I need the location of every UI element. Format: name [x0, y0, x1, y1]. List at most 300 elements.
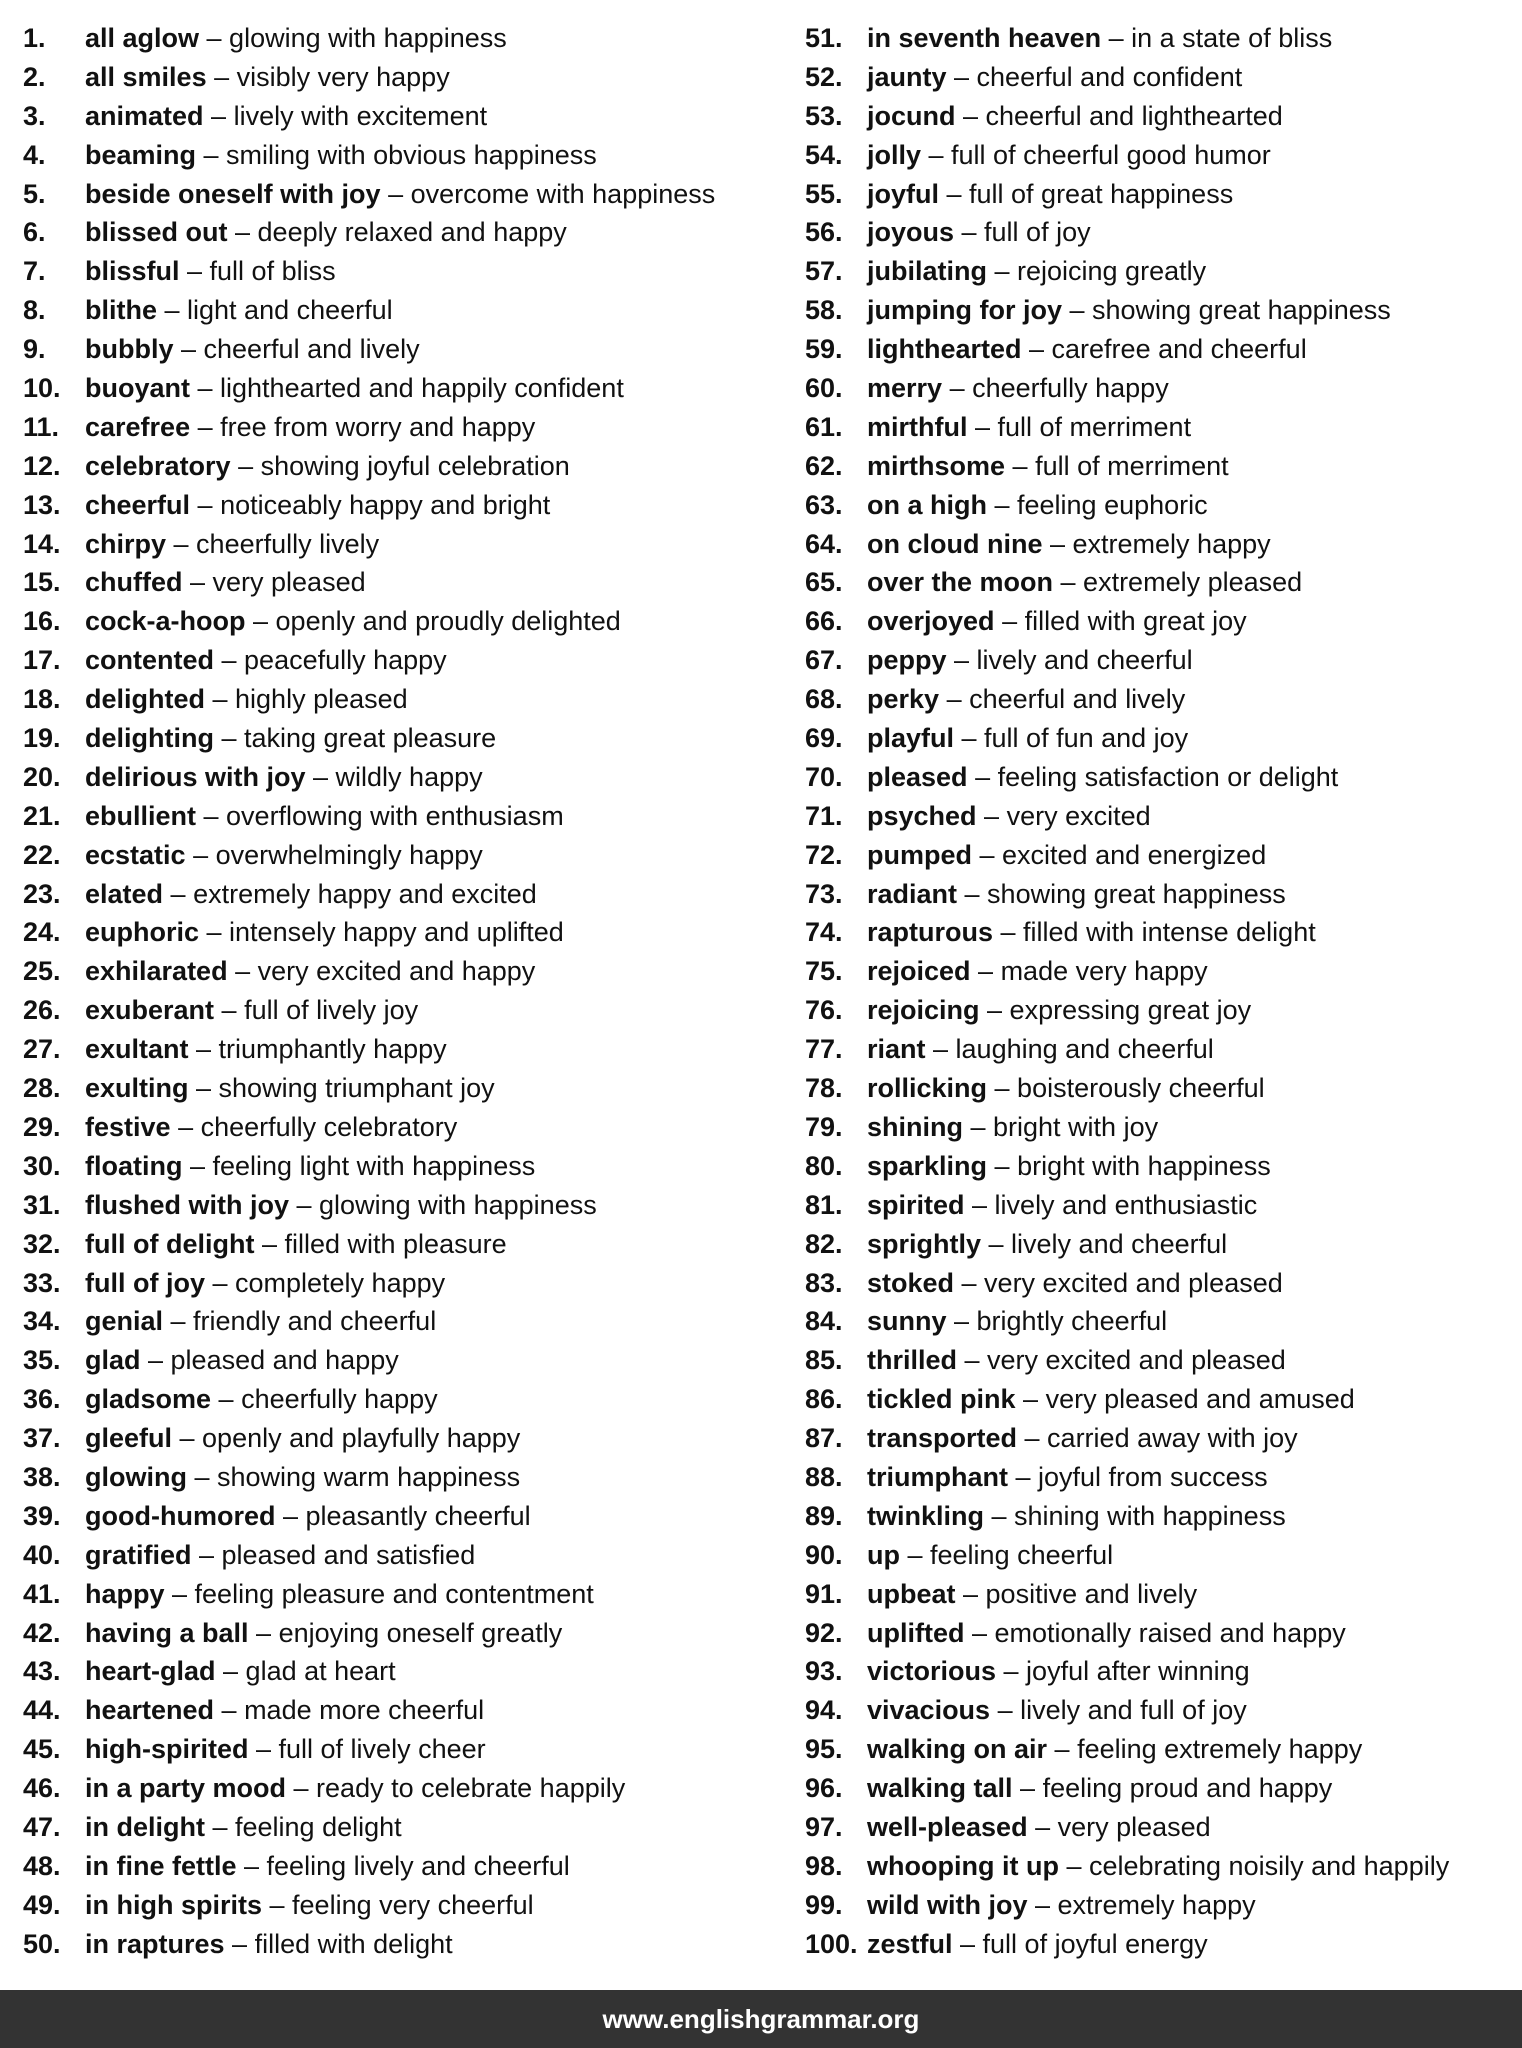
- item-text: [867, 1730, 1362, 1769]
- item-text: [85, 1264, 445, 1303]
- list-item: [805, 1419, 1520, 1458]
- item-text: [85, 408, 535, 447]
- item-word: jumping for joy: [867, 295, 1062, 326]
- item-word: well-pleased: [867, 1811, 1028, 1842]
- item-definition: – cheerful and lively: [173, 334, 420, 365]
- list-item: [805, 291, 1520, 330]
- item-definition: – very excited and pleased: [957, 1345, 1286, 1376]
- list-item: [805, 991, 1520, 1030]
- list-item: [23, 136, 783, 175]
- item-text: [85, 1497, 531, 1536]
- list-item: [805, 486, 1520, 525]
- item-text: [85, 1886, 534, 1925]
- item-text: [867, 369, 1169, 408]
- item-text: [867, 136, 1271, 175]
- item-number: 66.: [805, 606, 843, 637]
- item-definition: – cheerfully happy: [211, 1384, 438, 1415]
- item-definition: – very pleased and amused: [1015, 1384, 1355, 1415]
- item-text: [85, 1691, 484, 1730]
- list-item: [23, 1225, 783, 1264]
- item-text: [867, 1419, 1298, 1458]
- item-definition: – showing triumphant joy: [188, 1073, 495, 1104]
- item-definition: – pleased and happy: [140, 1345, 399, 1376]
- list-item: [805, 369, 1520, 408]
- item-definition: – highly pleased: [205, 684, 408, 715]
- item-text: [85, 1419, 520, 1458]
- item-number: 12.: [23, 450, 61, 481]
- item-definition: – smiling with obvious happiness: [196, 139, 597, 170]
- item-word: joyful: [867, 178, 939, 209]
- item-number: 96.: [805, 1773, 843, 1804]
- item-text: [867, 1147, 1271, 1186]
- item-number: 36.: [23, 1384, 61, 1415]
- item-text: [85, 252, 336, 291]
- item-word: all smiles: [85, 61, 207, 92]
- item-text: [85, 719, 496, 758]
- word-list-column-left: [23, 19, 783, 1964]
- item-number: 26.: [23, 995, 61, 1026]
- item-word: walking tall: [867, 1773, 1013, 1804]
- item-word: festive: [85, 1111, 171, 1142]
- item-definition: – full of merriment: [967, 411, 1192, 442]
- item-definition: – visibly very happy: [206, 61, 450, 92]
- item-number: 67.: [805, 645, 843, 676]
- list-item: [805, 1458, 1520, 1497]
- list-item: [805, 641, 1520, 680]
- item-definition: – positive and lively: [955, 1578, 1198, 1609]
- site-footer: [0, 1990, 1522, 2048]
- item-text: [85, 952, 535, 991]
- item-word: lighthearted: [867, 334, 1022, 365]
- item-text: [85, 486, 550, 525]
- list-item: [805, 1147, 1520, 1186]
- item-definition: – feeling cheerful: [900, 1539, 1114, 1570]
- item-word: exultant: [85, 1034, 189, 1065]
- item-word: gratified: [85, 1539, 192, 1570]
- item-definition: – feeling very cheerful: [262, 1889, 534, 1920]
- item-number: 98.: [805, 1850, 843, 1881]
- item-text: [85, 1225, 507, 1264]
- item-word: buoyant: [85, 373, 190, 404]
- item-number: 84.: [805, 1306, 843, 1337]
- list-item: [805, 1264, 1520, 1303]
- item-number: 22.: [23, 839, 61, 870]
- item-definition: – cheerful and lighthearted: [955, 100, 1283, 131]
- item-text: [85, 836, 483, 875]
- list-item: [805, 1108, 1520, 1147]
- item-definition: – friendly and cheerful: [163, 1306, 437, 1337]
- list-item: [23, 252, 783, 291]
- item-text: [867, 797, 1151, 836]
- item-number: 79.: [805, 1111, 843, 1142]
- item-definition: – taking great pleasure: [213, 723, 497, 754]
- item-word: mirthful: [867, 411, 968, 442]
- item-number: 29.: [23, 1111, 61, 1142]
- item-text: [85, 1458, 520, 1497]
- item-text: [867, 641, 1193, 680]
- item-number: 99.: [805, 1889, 843, 1920]
- item-text: [867, 1652, 1250, 1691]
- list-item: [23, 1147, 783, 1186]
- item-word: animated: [85, 100, 204, 131]
- item-word: tickled pink: [867, 1384, 1016, 1415]
- item-text: [85, 330, 420, 369]
- item-text: [867, 680, 1185, 719]
- item-text: [867, 1030, 1214, 1069]
- item-word: overjoyed: [867, 606, 995, 637]
- item-word: jubilating: [867, 256, 987, 287]
- list-item: [805, 1730, 1520, 1769]
- item-text: [867, 563, 1302, 602]
- list-item: [805, 213, 1520, 252]
- item-number: 39.: [23, 1500, 61, 1531]
- item-word: stoked: [867, 1267, 955, 1298]
- list-item: [23, 369, 783, 408]
- item-number: 56.: [805, 217, 843, 248]
- item-definition: – full of merriment: [1005, 450, 1229, 481]
- item-word: radiant: [867, 878, 958, 909]
- item-number: 46.: [23, 1773, 61, 1804]
- item-definition: – ready to celebrate happily: [286, 1773, 626, 1804]
- item-number: 78.: [805, 1073, 843, 1104]
- item-word: glowing: [85, 1461, 187, 1492]
- item-definition: – lively and enthusiastic: [964, 1189, 1258, 1220]
- item-number: 65.: [805, 567, 843, 598]
- item-definition: – lively and full of joy: [990, 1695, 1247, 1726]
- item-definition: – feeling lively and cheerful: [236, 1850, 570, 1881]
- item-text: [85, 175, 715, 214]
- list-item: [23, 875, 783, 914]
- item-word: celebratory: [85, 450, 231, 481]
- list-item: [805, 1886, 1520, 1925]
- item-definition: – cheerful and lively: [939, 684, 1186, 715]
- item-text: [867, 1341, 1286, 1380]
- item-definition: – rejoicing greatly: [986, 256, 1207, 287]
- item-number: 72.: [805, 839, 843, 870]
- item-definition: – cheerfully happy: [942, 373, 1169, 404]
- item-number: 90.: [805, 1539, 843, 1570]
- list-item: [805, 1575, 1520, 1614]
- item-number: 93.: [805, 1656, 843, 1687]
- item-number: 89.: [805, 1500, 843, 1531]
- item-number: 44.: [23, 1695, 61, 1726]
- item-number: 9.: [23, 334, 46, 365]
- item-definition: – deeply relaxed and happy: [227, 217, 567, 248]
- item-number: 59.: [805, 334, 843, 365]
- item-definition: – full of joy: [954, 217, 1091, 248]
- list-item: [23, 680, 783, 719]
- item-text: [867, 1575, 1197, 1614]
- item-definition: – overcome with happiness: [380, 178, 716, 209]
- item-number: 47.: [23, 1811, 61, 1842]
- item-word: in delight: [85, 1811, 205, 1842]
- item-number: 42.: [23, 1617, 61, 1648]
- item-text: [867, 719, 1188, 758]
- item-word: jolly: [867, 139, 922, 170]
- list-item: [805, 1614, 1520, 1653]
- list-item: [23, 1575, 783, 1614]
- item-text: [867, 525, 1271, 564]
- item-text: [85, 991, 418, 1030]
- item-definition: – feeling delight: [204, 1811, 402, 1842]
- item-definition: – joyful after winning: [996, 1656, 1250, 1687]
- item-definition: – lighthearted and happily confident: [190, 373, 624, 404]
- item-number: 81.: [805, 1189, 843, 1220]
- item-text: [867, 913, 1316, 952]
- item-definition: – triumphantly happy: [188, 1034, 447, 1065]
- item-number: 24.: [23, 917, 61, 948]
- word-list: [0, 19, 1522, 1969]
- item-definition: – bright with happiness: [987, 1150, 1271, 1181]
- item-definition: – very excited and pleased: [954, 1267, 1283, 1298]
- item-word: elated: [85, 878, 164, 909]
- item-text: [867, 486, 1208, 525]
- item-definition: – carefree and cheerful: [1021, 334, 1307, 365]
- item-word: genial: [85, 1306, 164, 1337]
- item-text: [85, 58, 450, 97]
- item-text: [867, 1302, 1167, 1341]
- item-text: [867, 19, 1332, 58]
- word-list-column-right: [805, 19, 1520, 1964]
- list-item: [23, 408, 783, 447]
- item-number: 6.: [23, 217, 46, 248]
- item-definition: – shining with happiness: [984, 1500, 1286, 1531]
- item-definition: – feeling euphoric: [986, 489, 1208, 520]
- item-word: cheerful: [85, 489, 191, 520]
- item-text: [85, 1030, 447, 1069]
- list-item: [23, 1614, 783, 1653]
- item-definition: – free from worry and happy: [190, 411, 536, 442]
- item-definition: – openly and playfully happy: [172, 1423, 521, 1454]
- item-definition: – expressing great joy: [979, 995, 1252, 1026]
- list-item: [23, 447, 783, 486]
- list-item: [805, 330, 1520, 369]
- list-item: [805, 19, 1520, 58]
- item-text: [867, 1225, 1227, 1264]
- item-word: happy: [85, 1578, 165, 1609]
- item-word: ebullient: [85, 800, 197, 831]
- item-text: [867, 58, 1242, 97]
- list-item: [805, 136, 1520, 175]
- item-text: [867, 1536, 1113, 1575]
- item-number: 61.: [805, 411, 843, 442]
- item-word: all aglow: [85, 23, 200, 53]
- item-word: transported: [867, 1423, 1018, 1454]
- item-definition: – very pleased: [182, 567, 366, 598]
- item-number: 55.: [805, 178, 843, 209]
- item-word: vivacious: [867, 1695, 991, 1726]
- list-item: [805, 680, 1520, 719]
- item-number: 54.: [805, 139, 843, 170]
- item-text: [85, 1380, 438, 1419]
- list-item: [805, 1030, 1520, 1069]
- list-item: [23, 641, 783, 680]
- item-definition: – noticeably happy and bright: [190, 489, 551, 520]
- item-word: in seventh heaven: [867, 23, 1102, 53]
- list-item: [23, 1380, 783, 1419]
- list-item: [805, 952, 1520, 991]
- list-item: [23, 1886, 783, 1925]
- list-item: [805, 719, 1520, 758]
- item-definition: – glowing with happiness: [289, 1189, 597, 1220]
- item-word: delirious with joy: [85, 761, 306, 792]
- item-word: exhilarated: [85, 956, 228, 987]
- item-number: 35.: [23, 1345, 61, 1376]
- item-definition: – bright with joy: [963, 1111, 1159, 1142]
- item-word: euphoric: [85, 917, 200, 948]
- item-text: [867, 1108, 1158, 1147]
- item-number: 32.: [23, 1228, 61, 1259]
- item-text: [85, 447, 570, 486]
- list-item: [23, 97, 783, 136]
- list-item: [805, 1847, 1520, 1886]
- item-text: [867, 1808, 1211, 1847]
- item-text: [867, 291, 1391, 330]
- item-definition: – pleasantly cheerful: [275, 1500, 531, 1531]
- list-item: [805, 252, 1520, 291]
- item-definition: – pleased and satisfied: [191, 1539, 476, 1570]
- item-text: [85, 1847, 570, 1886]
- item-word: joyous: [867, 217, 955, 248]
- item-text: [85, 797, 564, 836]
- item-number: 87.: [805, 1423, 843, 1454]
- list-item: [805, 563, 1520, 602]
- item-word: rapturous: [867, 917, 994, 948]
- list-item: [23, 1030, 783, 1069]
- item-word: chirpy: [85, 528, 167, 559]
- item-word: delighting: [85, 723, 214, 754]
- item-word: ecstatic: [85, 839, 186, 870]
- item-definition: – showing great happiness: [957, 878, 1286, 909]
- list-item: [805, 175, 1520, 214]
- item-text: [85, 213, 567, 252]
- item-word: mirthsome: [867, 450, 1006, 481]
- item-word: sparkling: [867, 1150, 988, 1181]
- item-number: 40.: [23, 1539, 61, 1570]
- item-number: 3.: [23, 100, 46, 131]
- item-word: contented: [85, 645, 215, 676]
- item-definition: – glad at heart: [215, 1656, 396, 1687]
- item-text: [85, 97, 487, 136]
- list-item: [805, 1341, 1520, 1380]
- item-number: 14.: [23, 528, 61, 559]
- item-word: twinkling: [867, 1500, 984, 1531]
- item-definition: – full of bliss: [179, 256, 336, 287]
- item-text: [85, 1186, 597, 1225]
- item-word: floating: [85, 1150, 183, 1181]
- item-number: 82.: [805, 1228, 843, 1259]
- item-number: 75.: [805, 956, 843, 987]
- item-definition: – celebrating noisily and happily: [1058, 1850, 1450, 1881]
- item-text: [867, 1847, 1449, 1886]
- item-definition: – enjoying oneself greatly: [248, 1617, 563, 1648]
- item-word: merry: [867, 373, 943, 404]
- item-word: in raptures: [85, 1928, 225, 1959]
- item-number: 16.: [23, 606, 61, 637]
- item-text: [85, 525, 379, 564]
- item-text: [85, 1808, 402, 1847]
- item-word: thrilled: [867, 1345, 958, 1376]
- item-word: uplifted: [867, 1617, 965, 1648]
- item-word: beaming: [85, 139, 197, 170]
- item-word: jaunty: [867, 61, 947, 92]
- item-definition: – openly and proudly delighted: [245, 606, 621, 637]
- list-item: [23, 1458, 783, 1497]
- item-definition: – extremely happy: [1027, 1889, 1256, 1920]
- item-text: [85, 1341, 399, 1380]
- item-number: 70.: [805, 761, 843, 792]
- item-text: [85, 641, 447, 680]
- item-text: [867, 213, 1091, 252]
- item-text: [85, 19, 507, 58]
- item-number: 74.: [805, 917, 843, 948]
- item-definition: – made very happy: [970, 956, 1208, 987]
- item-number: 94.: [805, 1695, 843, 1726]
- item-text: [85, 602, 621, 641]
- list-item: [23, 1925, 783, 1964]
- item-definition: – full of cheerful good humor: [921, 139, 1271, 170]
- item-number: 18.: [23, 684, 61, 715]
- item-definition: – overflowing with enthusiasm: [196, 800, 564, 831]
- item-text: [867, 1886, 1256, 1925]
- item-definition: – very pleased: [1027, 1811, 1211, 1842]
- item-word: peppy: [867, 645, 947, 676]
- item-definition: – wildly happy: [305, 761, 483, 792]
- item-definition: – full of lively joy: [214, 995, 419, 1026]
- item-definition: – joyful from success: [1008, 1461, 1268, 1492]
- list-item: [23, 719, 783, 758]
- item-definition: – lively and cheerful: [981, 1228, 1228, 1259]
- item-number: 5.: [23, 178, 46, 209]
- item-definition: – overwhelmingly happy: [185, 839, 483, 870]
- list-item: [23, 913, 783, 952]
- item-number: 27.: [23, 1034, 61, 1065]
- item-number: 100.: [805, 1928, 858, 1959]
- item-number: 50.: [23, 1928, 61, 1959]
- item-text: [867, 875, 1286, 914]
- item-word: jocund: [867, 100, 956, 131]
- list-item: [805, 408, 1520, 447]
- item-number: 73.: [805, 878, 843, 909]
- list-item: [23, 1808, 783, 1847]
- list-item: [805, 1925, 1520, 1964]
- item-word: blithe: [85, 295, 157, 326]
- item-word: on a high: [867, 489, 987, 520]
- list-item: [805, 1225, 1520, 1264]
- item-number: 45.: [23, 1734, 61, 1765]
- item-definition: – glowing with happiness: [199, 23, 507, 53]
- item-definition: – extremely happy and excited: [163, 878, 537, 909]
- item-definition: – feeling extremely happy: [1047, 1734, 1363, 1765]
- item-definition: – extremely happy: [1042, 528, 1271, 559]
- item-definition: – full of fun and joy: [954, 723, 1189, 754]
- list-item: [23, 1108, 783, 1147]
- item-definition: – cheerfully celebratory: [170, 1111, 458, 1142]
- item-number: 95.: [805, 1734, 843, 1765]
- item-text: [85, 1652, 396, 1691]
- item-text: [85, 1108, 457, 1147]
- list-item: [23, 58, 783, 97]
- item-text: [85, 1069, 495, 1108]
- item-word: delighted: [85, 684, 205, 715]
- item-text: [867, 175, 1233, 214]
- item-text: [867, 1186, 1257, 1225]
- item-text: [867, 1925, 1208, 1964]
- item-word: upbeat: [867, 1578, 956, 1609]
- item-word: rejoiced: [867, 956, 971, 987]
- item-text: [867, 1691, 1247, 1730]
- item-definition: – light and cheerful: [157, 295, 393, 326]
